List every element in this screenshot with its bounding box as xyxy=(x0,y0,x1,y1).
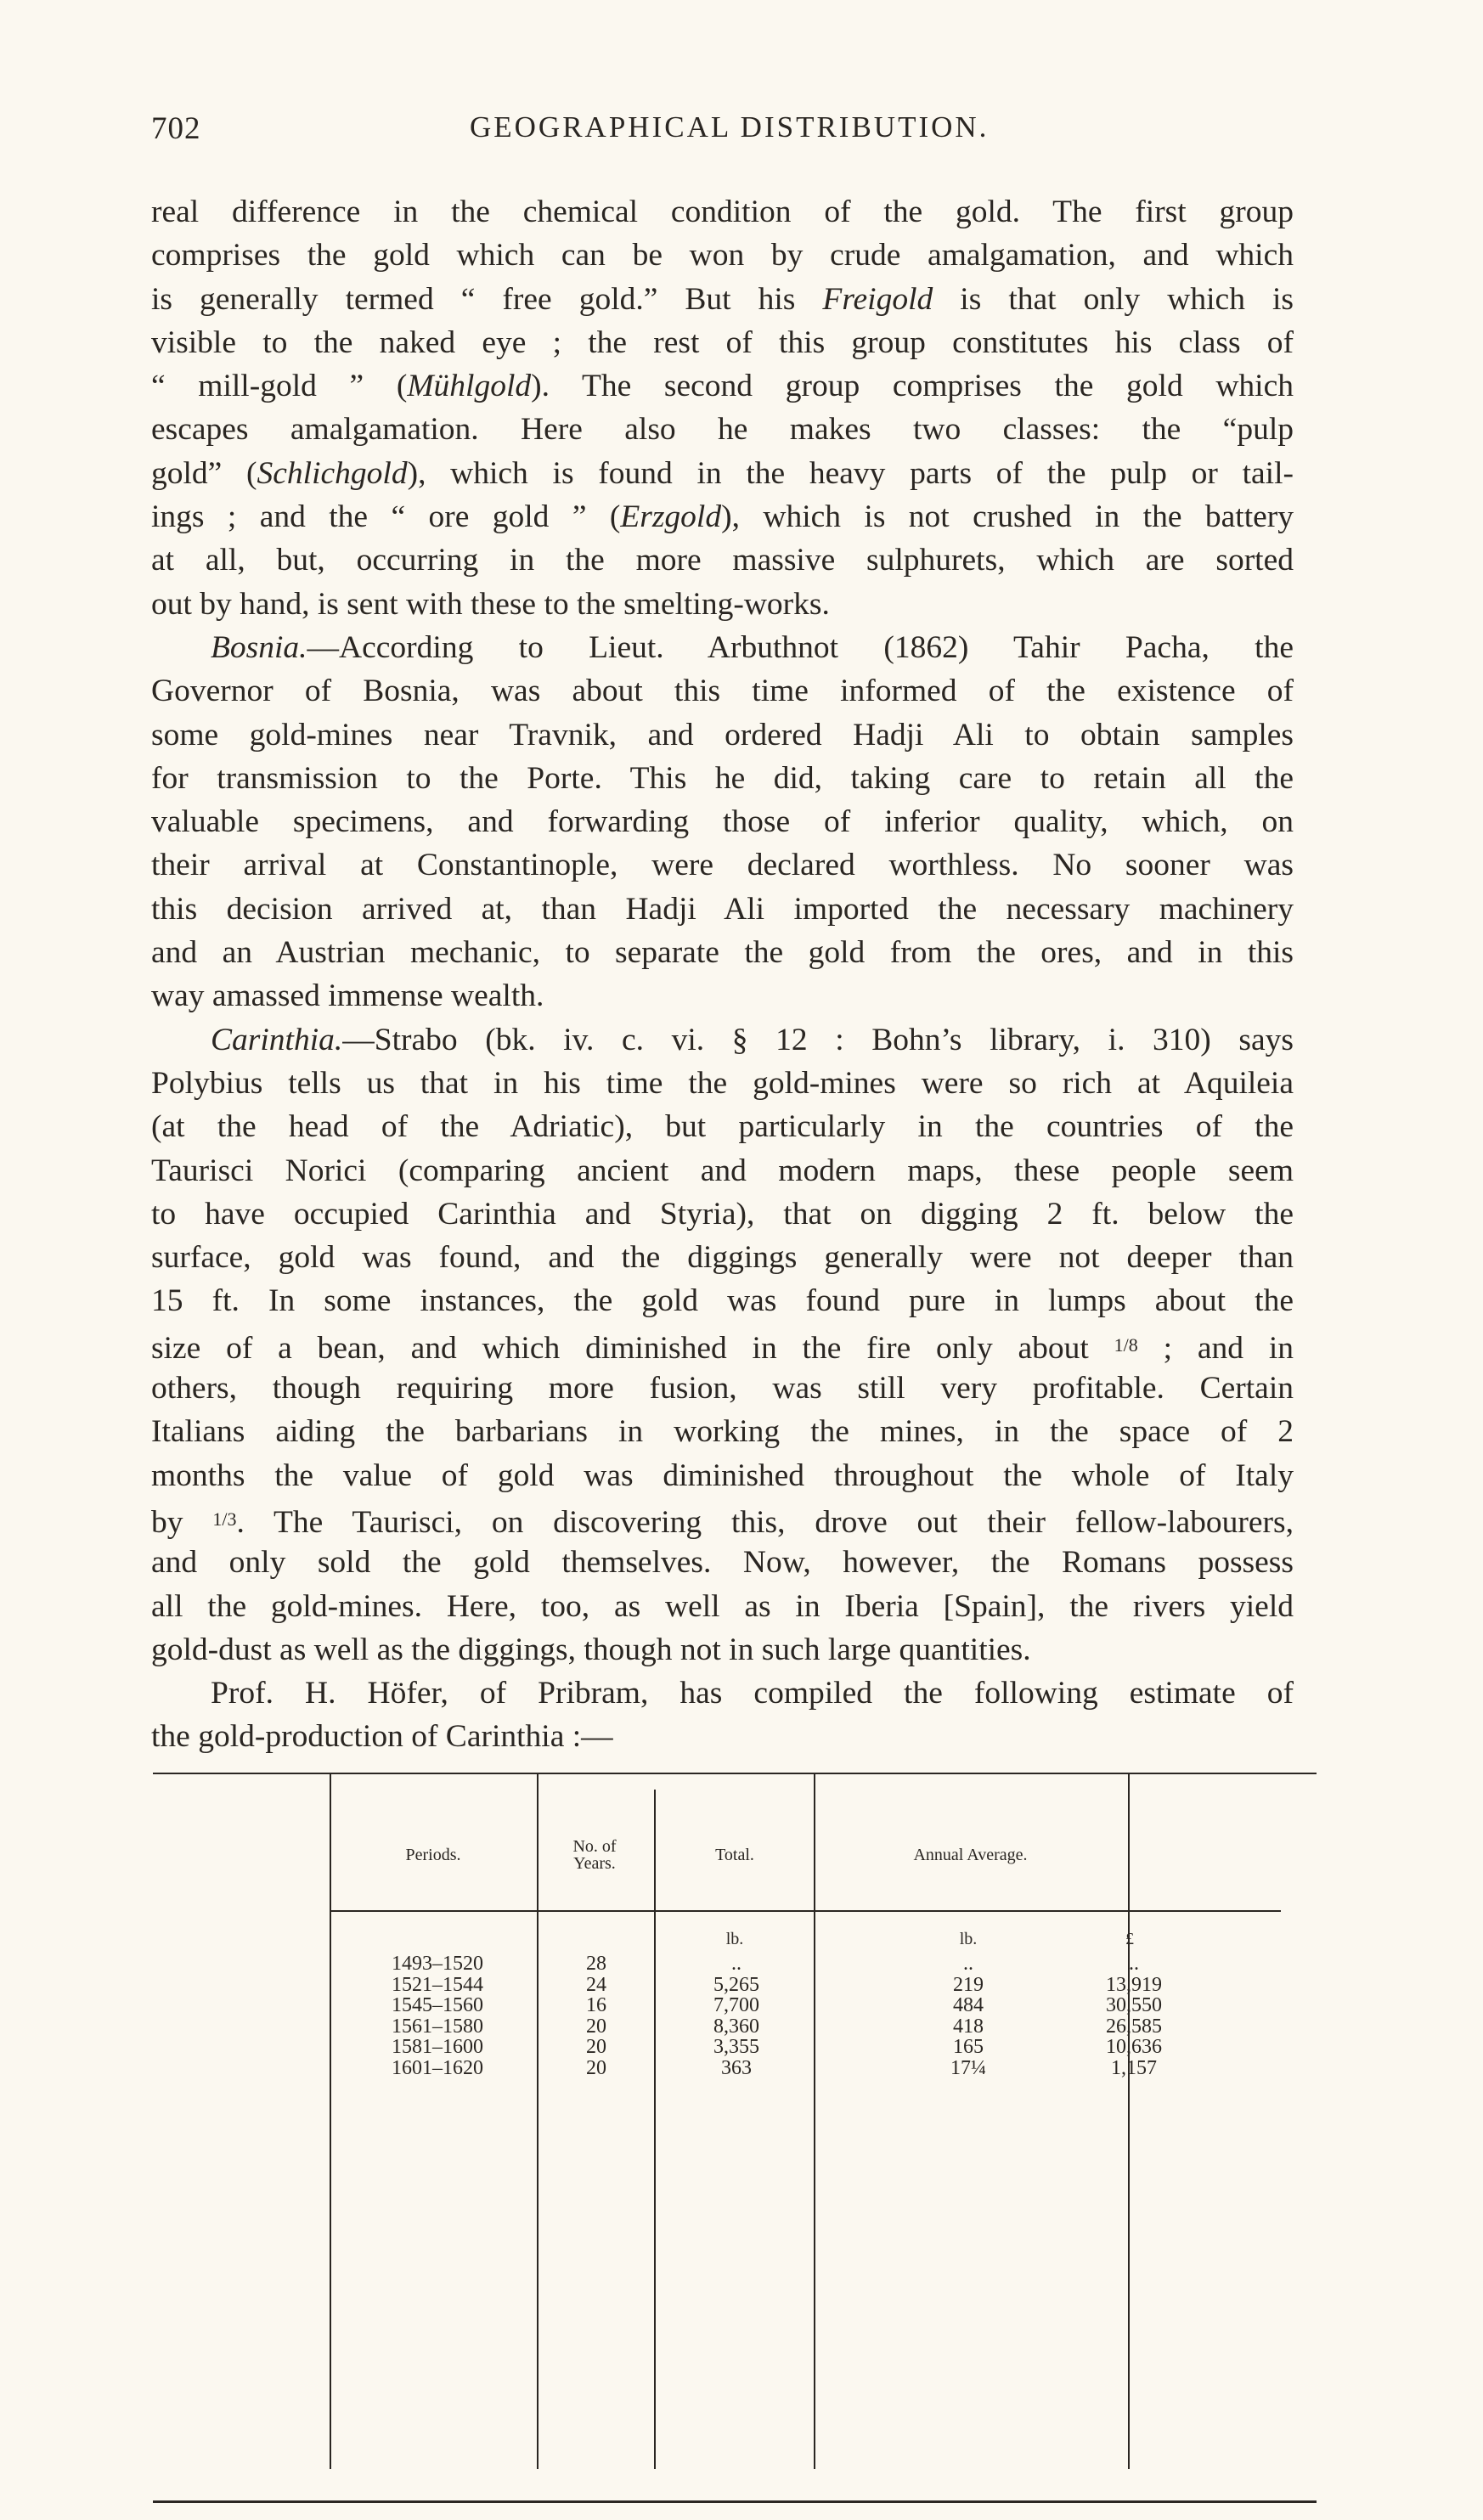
cell-total: 5,265 xyxy=(713,1973,759,1996)
text-line: others, though requiring more fusion, was still very profitable. Certain xyxy=(151,1371,1294,1407)
text-run: ), which is found in the heavy parts of the pulp or tail- xyxy=(407,455,1294,491)
column-divider xyxy=(654,1790,656,2469)
cell-years: 16 xyxy=(586,1994,606,2016)
column-divider xyxy=(814,1773,815,2469)
cell-annual-lb: 484 xyxy=(953,1994,984,2016)
production-table xyxy=(153,1773,1317,2520)
cell-annual-pounds: 30,550 xyxy=(1106,1994,1162,2016)
unit-annual-lb: lb. xyxy=(959,1930,978,1948)
text-line: to have occupied Carinthia and Styria), that on digging 2 ft. below the xyxy=(151,1196,1294,1232)
text-line: way amassed immense wealth. xyxy=(151,978,544,1014)
text-line: Polybius tells us that in his time the gold-mines were so rich at Aquileia xyxy=(151,1065,1294,1101)
cell-annual-lb: 418 xyxy=(953,2015,984,2038)
text-run: ), which is not crushed in the battery xyxy=(721,499,1294,535)
text-line: months the value of gold was diminished throughout the whole of Italy xyxy=(151,1457,1294,1493)
term-freigold: Freigold xyxy=(822,281,933,317)
text-run: gold” ( xyxy=(151,455,257,491)
section-heading-carinthia: Carinthia. xyxy=(211,1022,343,1057)
term-muhlgold: Mühlgold xyxy=(407,369,532,404)
cell-years: 28 xyxy=(586,1953,606,1975)
header-annual-average: Annual Average. xyxy=(913,1846,1028,1864)
text-line: this decision arrived at, than Hadji Ali imported the necessary machinery xyxy=(151,891,1294,927)
text-line: real difference in the chemical condition of the gold. The first group xyxy=(151,194,1294,229)
cell-years: 24 xyxy=(586,1973,606,1996)
text-line: some gold-mines near Travnik, and ordered Hadji Ali to obtain samples xyxy=(151,717,1294,753)
text-line: gold-dust as well as the diggings, though not in such large quantities. xyxy=(151,1632,1031,1667)
cell-annual-pounds: 10,636 xyxy=(1106,2036,1162,2058)
text-line: Prof. H. Höfer, of Pribram, has compiled the following estimate of xyxy=(211,1676,1294,1711)
text-line xyxy=(151,1018,1294,1062)
section-heading-bosnia: Bosnia. xyxy=(211,629,307,665)
text-line: their arrival at Constantinople, were declared worthless. No sooner was xyxy=(151,848,1294,883)
header-years-line2: Years. xyxy=(573,1854,616,1873)
cell-period: 1561–1580 xyxy=(392,2015,483,2038)
header-periods: Periods. xyxy=(405,1846,461,1864)
cell-annual-lb: 17¼ xyxy=(950,2056,986,2079)
unit-total-lb: lb. xyxy=(725,1930,744,1948)
text-line xyxy=(151,364,1294,408)
cell-period: 1581–1600 xyxy=(392,2036,483,2058)
running-head xyxy=(151,110,1306,153)
text-run: ings ; and the “ ore gold ” ( xyxy=(151,499,621,535)
text-run: “ mill-gold ” ( xyxy=(151,369,408,404)
cell-period: 1493–1520 xyxy=(392,1953,483,1975)
text-line xyxy=(151,1497,1294,1541)
text-line: for transmission to the Porte. This he did, taking care to retain all the xyxy=(151,760,1294,796)
text-line: Governor of Bosnia, was about this time informed of the existence of xyxy=(151,674,1294,709)
body-text xyxy=(151,190,1294,1759)
page-number: 702 xyxy=(151,111,201,146)
column-divider xyxy=(1128,1773,1130,2469)
cell-annual-pounds: 1,157 xyxy=(1111,2056,1157,2079)
text-line: surface, gold was found, and the diggings generally were not deeper than xyxy=(151,1240,1294,1276)
cell-annual-pounds: 13,919 xyxy=(1106,1973,1162,1996)
fraction-one-third: 1/3 xyxy=(212,1508,237,1530)
cell-period: 1545–1560 xyxy=(392,1994,483,2016)
cell-annual-pounds: 26,585 xyxy=(1106,2015,1162,2038)
table-bottom-rule xyxy=(153,2500,1317,2503)
cell-total: 363 xyxy=(721,2056,752,2079)
text-run: is that only which is xyxy=(933,281,1294,317)
text-line: (at the head of the Adriatic), but particularly in the countries of the xyxy=(151,1109,1294,1145)
text-line xyxy=(151,495,1294,538)
cell-years: 20 xyxy=(586,2015,606,2038)
unit-annual-pounds: £ xyxy=(1125,1930,1134,1948)
table-top-rule xyxy=(153,1773,1317,1774)
text-line: Taurisci Norici (comparing ancient and modern maps, these people seem xyxy=(151,1153,1294,1188)
text-run: size of a bean, and which diminished in the fire only about xyxy=(151,1330,1114,1366)
text-line xyxy=(151,1323,1294,1367)
term-erzgold: Erzgold xyxy=(620,499,722,535)
text-line: out by hand, is sent with these to the smelting-works. xyxy=(151,586,830,622)
cell-annual-lb: .. xyxy=(963,1953,973,1975)
text-line: the gold-production of Carinthia :— xyxy=(151,1719,613,1755)
column-divider xyxy=(330,1773,331,2469)
cell-annual-lb: 219 xyxy=(953,1973,984,1996)
text-run: —According to Lieut. Arbuthnot (1862) Tahir Pacha, the xyxy=(307,629,1294,665)
header-years-line1: No. of xyxy=(572,1837,617,1856)
cell-period: 1521–1544 xyxy=(392,1973,483,1996)
text-line: escapes amalgamation. Here also he makes two classes: the “pulp xyxy=(151,412,1294,448)
cell-total: 3,355 xyxy=(713,2036,759,2058)
text-line: Italians aiding the barbarians in working the mines, in the space of 2 xyxy=(151,1414,1294,1450)
text-line xyxy=(151,452,1294,495)
text-run: is generally termed “ free gold.” But his xyxy=(151,281,823,317)
cell-total: 8,360 xyxy=(713,2015,759,2038)
cell-annual-lb: 165 xyxy=(953,2036,984,2058)
text-line: at all, but, occurring in the more massive sulphurets, which are sorted xyxy=(151,543,1294,578)
text-line: valuable specimens, and forwarding those of inferior quality, which, on xyxy=(151,804,1294,840)
cell-total: .. xyxy=(731,1953,742,1975)
cell-total: 7,700 xyxy=(713,1994,759,2016)
fraction-one-eighth: 1/8 xyxy=(1114,1333,1138,1356)
text-line: and only sold the gold themselves. Now, however, the Romans possess xyxy=(151,1545,1294,1581)
text-line: comprises the gold which can be won by crude amalgamation, and which xyxy=(151,238,1294,273)
table-header-rule xyxy=(330,1910,1281,1912)
text-run: ; and in xyxy=(1137,1330,1294,1366)
cell-annual-pounds: .. xyxy=(1129,1953,1139,1975)
text-line xyxy=(151,626,1294,669)
text-line: and an Austrian mechanic, to separate the gold from the ores, and in this xyxy=(151,935,1294,971)
text-line xyxy=(151,278,1294,321)
cell-period: 1601–1620 xyxy=(392,2056,483,2079)
cell-years: 20 xyxy=(586,2036,606,2058)
text-line: visible to the naked eye ; the rest of this group constitutes his class of xyxy=(151,324,1294,360)
text-run: —Strabo (bk. iv. c. vi. § 12 : Bohn’s library, i. 310) says xyxy=(342,1022,1294,1057)
text-line: 15 ft. In some instances, the gold was found pure in lumps about the xyxy=(151,1283,1294,1319)
text-run: ). The second group comprises the gold which xyxy=(531,369,1294,404)
term-schlichgold: Schlichgold xyxy=(257,455,408,491)
column-divider xyxy=(537,1773,539,2469)
text-run: . The Taurisci, on discovering this, drove out their fellow-labourers, xyxy=(236,1504,1294,1540)
header-total: Total. xyxy=(715,1846,754,1864)
cell-years: 20 xyxy=(586,2056,606,2079)
running-title: GEOGRAPHICAL DISTRIBUTION. xyxy=(470,110,990,144)
text-run: by xyxy=(151,1504,213,1540)
text-line: all the gold-mines. Here, too, as well as in Iberia [Spain], the rivers yield xyxy=(151,1588,1294,1624)
